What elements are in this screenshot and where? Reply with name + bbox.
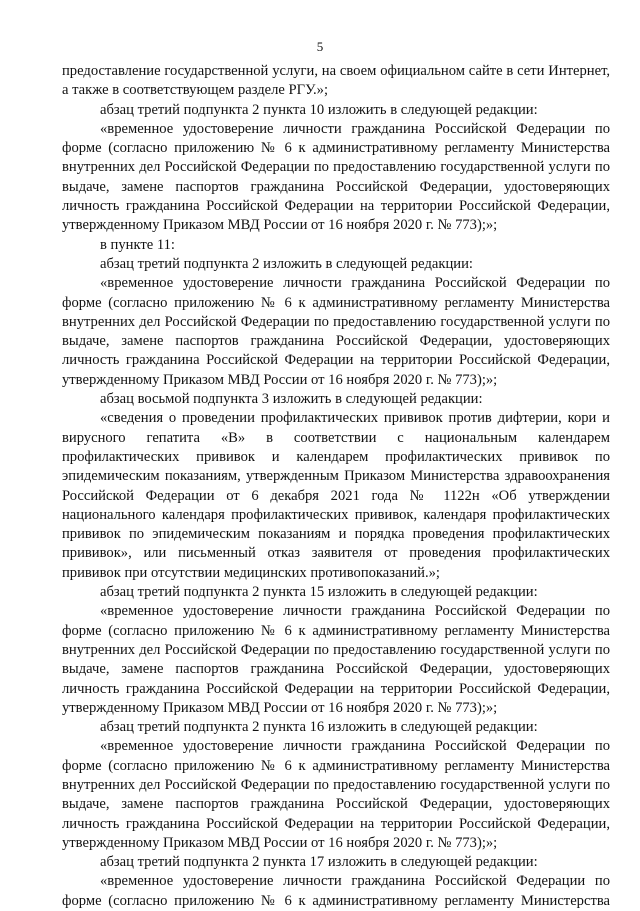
paragraph-instruction: абзац третий подпункта 2 изложить в следующей редакции: bbox=[100, 255, 473, 272]
paragraph-instruction: абзац восьмой подпункта 3 изложить в следующей редакции: bbox=[100, 391, 483, 408]
paragraph-quote: «сведения о проведении профилактических прививок против дифтерии, кори и вирусного гепатита «В» в соответствии с национальным календарем профилактических прививок и календарем профилактических прививок по эпидемическим показаниям, утвержденным Приказом Министерства здравоохранения Российской Федерации от 6 декабря 2021 года № 1122н «Об утверждении национального календаря профилактических прививок, календаря профилактических прививок по эпидемическим показаниям и порядка проведения профилактических прививок», или письменный отказ заявителя от проведения профилактических прививок при отсутствии медицинских противопоказаний.»; bbox=[62, 410, 610, 581]
paragraph-instruction: абзац третий подпункта 2 пункта 15 изложить в следующей редакции: bbox=[100, 584, 538, 601]
paragraph-quote: «временное удостоверение личности гражданина Российской Федерации по форме (согласно приложению № 6 к административному регламенту Министерства внутренних дел Российской Федерации по предоставлению государственной услуги по выдаче, замене паспортов гражданина Российской Федерации, удостоверяющих личность гражданина Российской Федерации на территории Российской Федерации, утвержденному Приказом МВД России от 16 ноября 2020 г. № 773);»; bbox=[62, 738, 610, 851]
paragraph-instruction: абзац третий подпункта 2 пункта 17 изложить в следующей редакции: bbox=[100, 854, 538, 871]
paragraph-instruction: в пункте 11: bbox=[100, 236, 175, 253]
paragraph-quote: «временное удостоверение личности гражданина Российской Федерации по форме (согласно приложению № 6 к административному регламенту Министерства внутренних дел Российской Федерации по предоставлению государственной услуги по выдаче, замене паспортов гражданина Российской Федерации, удостоверяющих личность гражданина Российской Федерации на территории Российской Федерации, утвержденному Приказом МВД России от 16 ноября 2020 г. № 773);»; bbox=[62, 603, 610, 716]
paragraph-quote: «временное удостоверение личности гражданина Российской Федерации по форме (согласно приложению № 6 к административному регламенту Министерства внутренних дел Российской Федерации по предоставлению государственной услуги по выдаче, замене паспортов гражданина Российской Федерации, удостоверяющих личность гражданина Российской Федерации на территории Российской Федерации, утвержденному Приказом МВД России от 16 ноября 2020 г. № 773);»; bbox=[62, 275, 610, 388]
paragraph-quote: «временное удостоверение личности гражданина Российской Федерации по форме (согласно приложению № 6 к административному регламенту Министерства bbox=[62, 873, 610, 909]
paragraph-instruction: абзац третий подпункта 2 пункта 16 изложить в следующей редакции: bbox=[100, 719, 538, 736]
paragraph-quote: «временное удостоверение личности гражданина Российской Федерации по форме (согласно приложению № 6 к административному регламенту Министерства внутренних дел Российской Федерации по предоставлению государственной услуги по выдаче, замене паспортов гражданина Российской Федерации, удостоверяющих личность гражданина Российской Федерации на территории Российской Федерации, утвержденному Приказом МВД России от 16 ноября 2020 г. № 773);»; bbox=[62, 120, 610, 234]
paragraph-instruction: абзац третий подпункта 2 пункта 10 изложить в следующей редакции: bbox=[100, 101, 538, 118]
page-number: 5 bbox=[316, 39, 324, 54]
document-body bbox=[62, 62, 610, 911]
paragraph-continuation: предоставление государственной услуги, на своем официальном сайте в сети Интернет, а также в соответствующем разделе РГУ.»; bbox=[62, 63, 610, 99]
